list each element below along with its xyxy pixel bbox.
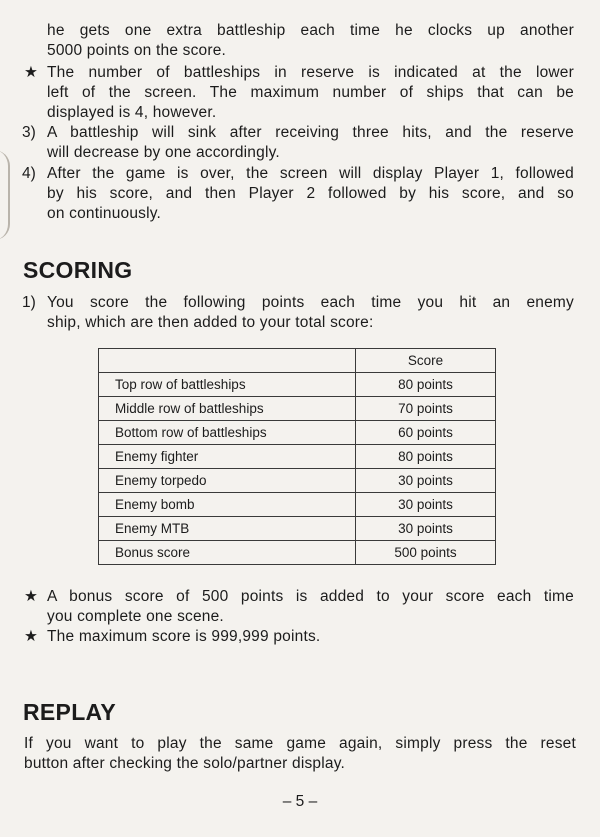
target-cell: Top row of battleships xyxy=(99,373,356,397)
target-cell: Enemy bomb xyxy=(99,493,356,517)
score-header: Score xyxy=(356,349,496,373)
target-cell: Bottom row of battleships xyxy=(99,421,356,445)
score-cell: 60 points xyxy=(356,421,496,445)
score-cell: 80 points xyxy=(356,373,496,397)
table-header-row xyxy=(99,349,496,373)
table-row xyxy=(99,373,496,397)
score-cell: 30 points xyxy=(356,469,496,493)
score-cell: 500 points xyxy=(356,541,496,565)
text-line: he gets one extra battleship each time he clocks up another xyxy=(47,22,574,39)
table-row xyxy=(99,517,496,541)
note-maximum xyxy=(47,627,574,647)
text-line: displayed is 4, however. xyxy=(47,104,217,121)
star-bullet-icon: ★ xyxy=(24,628,38,645)
item-3 xyxy=(47,123,574,163)
replay-paragraph xyxy=(24,734,576,774)
target-cell: Middle row of battleships xyxy=(99,397,356,421)
binding-edge xyxy=(0,150,10,240)
table-row xyxy=(99,421,496,445)
item-number: 3) xyxy=(22,124,36,141)
target-cell: Enemy torpedo xyxy=(99,469,356,493)
intro-paragraph xyxy=(47,21,574,61)
text-line: by his score, and then Player 2 followed by his score, and so xyxy=(47,185,574,202)
table-row xyxy=(99,493,496,517)
text-line: If you want to play the same game again, simply press the reset xyxy=(24,735,576,752)
note-bonus xyxy=(47,587,574,627)
text-line: button after checking the solo/partner display. xyxy=(24,755,346,772)
text-line: The number of battleships in reserve is indicated at the lower xyxy=(47,64,574,81)
item-number: 1) xyxy=(22,294,36,311)
target-cell: Bonus score xyxy=(99,541,356,565)
text-line: ship, which are then added to your total score: xyxy=(47,314,374,331)
score-cell: 30 points xyxy=(356,493,496,517)
score-cell: 80 points xyxy=(356,445,496,469)
text-line: you complete one scene. xyxy=(47,608,224,625)
scoring-heading: SCORING xyxy=(23,257,133,283)
text-line: You score the following points each time you hit an enemy xyxy=(47,294,574,311)
text-line: After the game is over, the screen will display Player 1, followed xyxy=(47,165,574,182)
page-number: – 5 – xyxy=(282,793,318,810)
star-bullet-icon: ★ xyxy=(24,588,38,605)
text-line: A bonus score of 500 points is added to your score each time xyxy=(47,588,574,605)
item-number: 4) xyxy=(22,165,36,182)
note-reserve xyxy=(47,63,574,123)
scoring-item-1 xyxy=(47,293,574,333)
score-cell: 70 points xyxy=(356,397,496,421)
text-line: on continuously. xyxy=(47,205,162,222)
target-cell: Enemy fighter xyxy=(99,445,356,469)
text-line: 5000 points on the score. xyxy=(47,42,227,59)
text-line: will decrease by one accordingly. xyxy=(47,144,280,161)
table-row xyxy=(99,445,496,469)
target-cell: Enemy MTB xyxy=(99,517,356,541)
score-cell: 30 points xyxy=(356,517,496,541)
score-table xyxy=(98,348,496,565)
text-line: A battleship will sink after receiving three hits, and the reserve xyxy=(47,124,574,141)
table-row xyxy=(99,397,496,421)
text-line: The maximum score is 999,999 points. xyxy=(47,628,321,645)
replay-heading: REPLAY xyxy=(23,699,116,725)
item-4 xyxy=(47,164,574,224)
target-header xyxy=(99,349,356,373)
star-bullet-icon: ★ xyxy=(24,64,38,81)
text-line: left of the screen. The maximum number of ships that can be xyxy=(47,84,574,101)
table-row xyxy=(99,541,496,565)
table-row xyxy=(99,469,496,493)
